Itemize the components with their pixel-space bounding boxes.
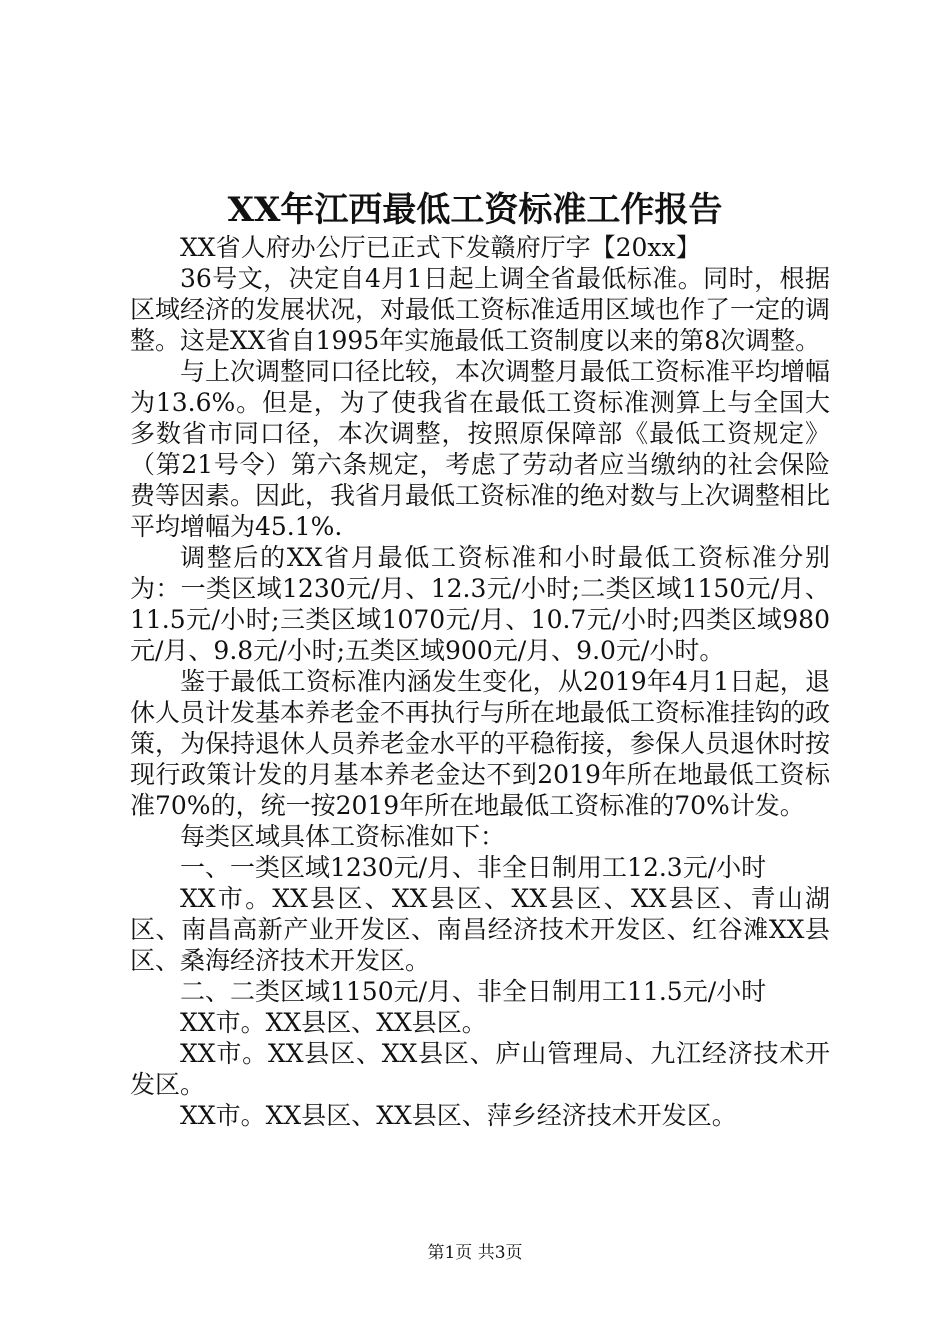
paragraph: XX市。XX县区、XX县区、XX县区、XX县区、青山湖区、南昌高新产业开发区、南昌经济技术开发区、红谷滩XX县区、桑海经济技术开发区。 [130,884,830,975]
paragraph: 36号文，决定自4月1日起上调全省最低标准。同时，根据区域经济的发展状况，对最低工资标准适用区域也作了一定的调整。这是XX省自1995年实施最低工资制度以来的第8次调整。 [130,264,831,355]
paragraph: XX省人府办公厅已正式下发赣府厅字【20xx】 [180,233,701,262]
paragraph: 二、二类区域1150元/月、非全日制用工11.5元/小时 [180,977,767,1006]
document-title: XX年江西最低工资标准工作报告 [227,190,723,230]
paragraph: 调整后的XX省月最低工资标准和小时最低工资标准分别为：一类区域1230元/月、12.3元/小时;二类区域1150元/月、11.5元/小时;三类区域1070元/月、10.7元/小时;四类区域980元/月、9.8元/小时;五类区域900元/月、9.0元/小时。 [130,543,830,665]
paragraph: 鉴于最低工资标准内涵发生变化，从2019年4月1日起，退休人员计发基本养老金不再执行与所在地最低工资标准挂钩的政策，为保持退休人员养老金水平的平稳衔接，参保人员退休时按现行政策计发的月基本养老金达不到2019年所在地最低工资标准70%的，统一按2019年所在地最低工资标准的70%计发。 [130,667,831,820]
paragraph: 与上次调整同口径比较，本次调整月最低工资标准平均增幅为13.6%。但是，为了使我省在最低工资标准测算上与全国大多数省市同口径，本次调整，按照原保障部《最低工资规定》（第21号令）第六条规定，考虑了劳动者应当缴纳的社会保险费等因素。因此，我省月最低工资标准的绝对数与上次调整相比平均增幅为45.1%. [130,357,831,541]
paragraph: 一、一类区域1230元/月、非全日制用工12.3元/小时 [180,853,767,882]
document-body [130,232,830,1131]
paragraph: XX市。XX县区、XX县区、萍乡经济技术开发区。 [180,1101,737,1130]
paragraph: XX市。XX县区、XX县区。 [180,1008,487,1037]
paragraph: XX市。XX县区、XX县区、庐山管理局、九江经济技术开发区。 [130,1039,830,1099]
paragraph: 每类区域具体工资标准如下： [180,822,506,851]
page-footer: 第1页 共3页 [427,1243,523,1263]
